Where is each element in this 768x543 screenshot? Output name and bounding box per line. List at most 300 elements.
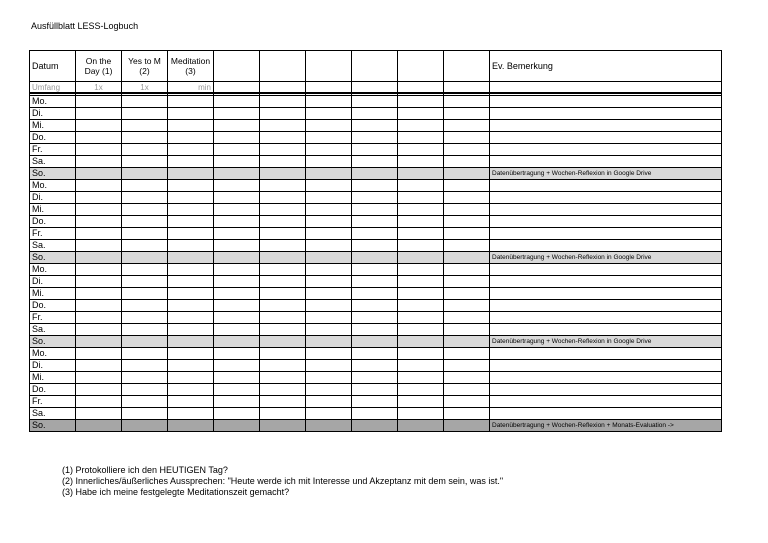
log-cell[interactable]: [122, 276, 168, 288]
log-cell[interactable]: [398, 228, 444, 240]
log-cell[interactable]: [352, 180, 398, 192]
log-cell[interactable]: [122, 300, 168, 312]
remark-cell[interactable]: [490, 288, 722, 300]
remark-cell[interactable]: [490, 300, 722, 312]
log-cell[interactable]: [398, 312, 444, 324]
log-cell[interactable]: [214, 348, 260, 360]
log-cell[interactable]: [168, 420, 214, 432]
log-cell[interactable]: [398, 276, 444, 288]
log-cell[interactable]: [444, 288, 490, 300]
log-cell[interactable]: [398, 336, 444, 348]
log-cell[interactable]: [352, 216, 398, 228]
log-cell[interactable]: [76, 96, 122, 108]
log-cell[interactable]: [398, 204, 444, 216]
log-cell[interactable]: [122, 216, 168, 228]
log-cell[interactable]: [352, 96, 398, 108]
log-cell[interactable]: [214, 180, 260, 192]
log-cell[interactable]: [76, 156, 122, 168]
remark-cell[interactable]: [490, 120, 722, 132]
log-cell[interactable]: [168, 324, 214, 336]
log-cell[interactable]: [260, 312, 306, 324]
log-cell[interactable]: [352, 348, 398, 360]
log-cell[interactable]: [306, 300, 352, 312]
log-cell[interactable]: [122, 396, 168, 408]
log-cell[interactable]: [352, 264, 398, 276]
log-cell[interactable]: [76, 264, 122, 276]
log-cell[interactable]: [398, 348, 444, 360]
remark-cell[interactable]: [490, 156, 722, 168]
log-cell[interactable]: [398, 396, 444, 408]
remark-cell[interactable]: [490, 372, 722, 384]
log-cell[interactable]: [444, 348, 490, 360]
log-cell[interactable]: [444, 300, 490, 312]
log-cell[interactable]: [398, 144, 444, 156]
log-cell[interactable]: [122, 168, 168, 180]
log-cell[interactable]: [122, 252, 168, 264]
log-cell[interactable]: [444, 336, 490, 348]
log-cell[interactable]: [122, 180, 168, 192]
log-cell[interactable]: [76, 228, 122, 240]
log-cell[interactable]: [398, 384, 444, 396]
log-cell[interactable]: [398, 324, 444, 336]
log-cell[interactable]: [398, 180, 444, 192]
log-cell[interactable]: [168, 264, 214, 276]
log-cell[interactable]: [306, 216, 352, 228]
day-row: [30, 300, 722, 312]
log-cell[interactable]: [444, 420, 490, 432]
log-cell[interactable]: [444, 252, 490, 264]
log-cell[interactable]: [352, 408, 398, 420]
log-cell[interactable]: [398, 132, 444, 144]
log-cell[interactable]: [398, 360, 444, 372]
log-cell[interactable]: [122, 420, 168, 432]
log-cell[interactable]: [122, 312, 168, 324]
log-cell[interactable]: [214, 204, 260, 216]
log-cell[interactable]: [306, 228, 352, 240]
remark-cell[interactable]: Datenübertragung + Wochen-Reflexion + Monats-Evaluation ->: [490, 420, 722, 432]
day-row: [30, 216, 722, 228]
log-cell[interactable]: [260, 264, 306, 276]
log-cell[interactable]: [444, 132, 490, 144]
log-cell[interactable]: [444, 360, 490, 372]
log-cell[interactable]: [260, 360, 306, 372]
log-cell[interactable]: [398, 156, 444, 168]
log-cell[interactable]: [352, 132, 398, 144]
log-cell[interactable]: [306, 372, 352, 384]
log-cell[interactable]: [352, 144, 398, 156]
log-cell[interactable]: [352, 192, 398, 204]
remark-cell[interactable]: [490, 240, 722, 252]
log-cell[interactable]: [214, 336, 260, 348]
remark-cell[interactable]: Datenübertragung + Wochen-Reflexion in Google Drive: [490, 252, 722, 264]
log-cell[interactable]: [306, 396, 352, 408]
log-cell[interactable]: [352, 300, 398, 312]
log-cell[interactable]: [260, 132, 306, 144]
log-cell[interactable]: [168, 240, 214, 252]
log-cell[interactable]: [260, 204, 306, 216]
log-cell[interactable]: [352, 372, 398, 384]
log-cell[interactable]: [76, 336, 122, 348]
log-cell[interactable]: [76, 132, 122, 144]
log-cell[interactable]: [352, 108, 398, 120]
remark-cell[interactable]: [490, 228, 722, 240]
log-cell[interactable]: [260, 288, 306, 300]
log-cell[interactable]: [352, 276, 398, 288]
log-cell[interactable]: [398, 240, 444, 252]
remark-cell[interactable]: [490, 324, 722, 336]
log-cell[interactable]: [122, 192, 168, 204]
log-cell[interactable]: [260, 396, 306, 408]
log-cell[interactable]: [214, 252, 260, 264]
log-cell[interactable]: [306, 288, 352, 300]
log-cell[interactable]: [122, 132, 168, 144]
log-cell[interactable]: [76, 168, 122, 180]
log-cell[interactable]: [168, 96, 214, 108]
log-cell[interactable]: [444, 204, 490, 216]
log-cell[interactable]: [214, 144, 260, 156]
log-cell[interactable]: [214, 264, 260, 276]
log-cell[interactable]: [306, 108, 352, 120]
log-cell[interactable]: [444, 396, 490, 408]
remark-cell[interactable]: [490, 216, 722, 228]
log-cell[interactable]: [122, 324, 168, 336]
log-cell[interactable]: [444, 276, 490, 288]
log-cell[interactable]: [352, 252, 398, 264]
log-cell[interactable]: [260, 420, 306, 432]
log-cell[interactable]: [260, 240, 306, 252]
log-cell[interactable]: [260, 372, 306, 384]
log-cell[interactable]: [168, 336, 214, 348]
log-cell[interactable]: [444, 156, 490, 168]
log-cell[interactable]: [122, 228, 168, 240]
log-cell[interactable]: [306, 180, 352, 192]
log-cell[interactable]: [168, 216, 214, 228]
log-cell[interactable]: [352, 396, 398, 408]
log-cell[interactable]: [76, 408, 122, 420]
log-cell[interactable]: [352, 312, 398, 324]
log-cell[interactable]: [76, 192, 122, 204]
log-cell[interactable]: [214, 360, 260, 372]
log-cell[interactable]: [306, 312, 352, 324]
log-cell[interactable]: [444, 168, 490, 180]
log-cell[interactable]: [352, 120, 398, 132]
log-cell[interactable]: [352, 360, 398, 372]
log-cell[interactable]: [398, 108, 444, 120]
log-cell[interactable]: [398, 264, 444, 276]
log-cell[interactable]: [260, 192, 306, 204]
log-cell[interactable]: [260, 384, 306, 396]
log-cell[interactable]: [214, 168, 260, 180]
log-cell[interactable]: [444, 108, 490, 120]
log-cell[interactable]: [122, 96, 168, 108]
day-row: [30, 204, 722, 216]
log-cell[interactable]: [444, 192, 490, 204]
log-cell[interactable]: [306, 336, 352, 348]
day-label: Sa.: [30, 240, 76, 252]
log-cell[interactable]: [214, 156, 260, 168]
log-cell[interactable]: [352, 204, 398, 216]
log-cell[interactable]: [76, 384, 122, 396]
log-cell[interactable]: [168, 276, 214, 288]
day-label: Fr.: [30, 144, 76, 156]
log-cell[interactable]: [260, 324, 306, 336]
day-label: So.: [30, 168, 76, 180]
log-cell[interactable]: [306, 144, 352, 156]
log-cell[interactable]: [444, 384, 490, 396]
log-cell[interactable]: [76, 396, 122, 408]
log-cell[interactable]: [444, 372, 490, 384]
log-cell[interactable]: [260, 348, 306, 360]
header-blank: [214, 51, 260, 82]
log-cell[interactable]: [76, 312, 122, 324]
log-cell[interactable]: [168, 144, 214, 156]
log-cell[interactable]: [214, 384, 260, 396]
header-on-the-day: On the Day (1): [76, 51, 122, 82]
log-cell[interactable]: [398, 288, 444, 300]
log-cell[interactable]: [214, 288, 260, 300]
log-cell[interactable]: [168, 312, 214, 324]
log-cell[interactable]: [76, 204, 122, 216]
log-cell[interactable]: [76, 120, 122, 132]
remark-cell[interactable]: [490, 144, 722, 156]
log-cell[interactable]: [122, 384, 168, 396]
log-cell[interactable]: [214, 300, 260, 312]
log-cell[interactable]: [122, 240, 168, 252]
log-cell[interactable]: [352, 168, 398, 180]
log-cell[interactable]: [168, 348, 214, 360]
log-cell[interactable]: [168, 228, 214, 240]
log-cell[interactable]: [76, 252, 122, 264]
log-cell[interactable]: [168, 120, 214, 132]
log-cell[interactable]: [168, 372, 214, 384]
log-cell[interactable]: [306, 420, 352, 432]
day-row: [30, 156, 722, 168]
log-cell[interactable]: [444, 120, 490, 132]
log-cell[interactable]: [122, 372, 168, 384]
log-cell[interactable]: [168, 396, 214, 408]
log-cell[interactable]: [306, 360, 352, 372]
log-cell[interactable]: [352, 228, 398, 240]
log-cell[interactable]: [306, 156, 352, 168]
log-cell[interactable]: [76, 180, 122, 192]
log-cell[interactable]: [168, 360, 214, 372]
log-cell[interactable]: [260, 156, 306, 168]
log-cell[interactable]: [76, 360, 122, 372]
log-cell[interactable]: [398, 216, 444, 228]
log-cell[interactable]: [214, 408, 260, 420]
log-cell[interactable]: [306, 348, 352, 360]
remark-cell[interactable]: Datenübertragung + Wochen-Reflexion in Google Drive: [490, 336, 722, 348]
log-cell[interactable]: [122, 408, 168, 420]
remark-cell[interactable]: [490, 180, 722, 192]
day-label: So.: [30, 420, 76, 432]
remark-cell[interactable]: Datenübertragung + Wochen-Reflexion in Google Drive: [490, 168, 722, 180]
log-cell[interactable]: [168, 204, 214, 216]
remark-cell[interactable]: [490, 312, 722, 324]
log-cell[interactable]: [168, 168, 214, 180]
log-cell[interactable]: [260, 96, 306, 108]
log-cell[interactable]: [168, 192, 214, 204]
log-cell[interactable]: [260, 276, 306, 288]
day-row: [30, 384, 722, 396]
remark-cell[interactable]: [490, 276, 722, 288]
remark-cell[interactable]: [490, 348, 722, 360]
log-cell[interactable]: [214, 192, 260, 204]
log-cell[interactable]: [306, 408, 352, 420]
log-cell[interactable]: [214, 108, 260, 120]
log-cell[interactable]: [306, 264, 352, 276]
log-cell[interactable]: [260, 336, 306, 348]
remark-cell[interactable]: [490, 192, 722, 204]
log-cell[interactable]: [398, 120, 444, 132]
log-cell[interactable]: [444, 324, 490, 336]
log-cell[interactable]: [76, 348, 122, 360]
log-cell[interactable]: [122, 108, 168, 120]
log-cell[interactable]: [76, 240, 122, 252]
header-row: [30, 51, 722, 82]
log-cell[interactable]: [76, 372, 122, 384]
log-cell[interactable]: [306, 192, 352, 204]
log-cell[interactable]: [214, 276, 260, 288]
log-cell[interactable]: [444, 144, 490, 156]
log-cell[interactable]: [122, 156, 168, 168]
log-cell[interactable]: [168, 132, 214, 144]
log-cell[interactable]: [260, 252, 306, 264]
log-cell[interactable]: [122, 144, 168, 156]
log-cell[interactable]: [352, 336, 398, 348]
log-cell[interactable]: [168, 288, 214, 300]
day-label: Fr.: [30, 396, 76, 408]
log-cell[interactable]: [260, 216, 306, 228]
remark-cell[interactable]: [490, 384, 722, 396]
log-cell[interactable]: [76, 216, 122, 228]
log-cell[interactable]: [306, 276, 352, 288]
log-cell[interactable]: [398, 192, 444, 204]
log-cell[interactable]: [122, 348, 168, 360]
log-cell[interactable]: [398, 408, 444, 420]
log-cell[interactable]: [444, 264, 490, 276]
log-cell[interactable]: [76, 420, 122, 432]
log-cell[interactable]: [260, 120, 306, 132]
log-cell[interactable]: [214, 240, 260, 252]
log-cell[interactable]: [352, 384, 398, 396]
remark-cell[interactable]: [490, 132, 722, 144]
log-cell[interactable]: [76, 300, 122, 312]
log-cell[interactable]: [168, 300, 214, 312]
log-cell[interactable]: [444, 312, 490, 324]
remark-cell[interactable]: [490, 96, 722, 108]
log-cell[interactable]: [306, 204, 352, 216]
log-cell[interactable]: [168, 408, 214, 420]
log-cell[interactable]: [306, 132, 352, 144]
log-cell[interactable]: [76, 108, 122, 120]
remark-cell[interactable]: [490, 204, 722, 216]
log-cell[interactable]: [214, 96, 260, 108]
log-cell[interactable]: [260, 108, 306, 120]
log-cell[interactable]: [260, 300, 306, 312]
log-cell[interactable]: [214, 216, 260, 228]
log-cell[interactable]: [260, 144, 306, 156]
log-cell[interactable]: [76, 324, 122, 336]
log-cell[interactable]: [398, 252, 444, 264]
log-cell[interactable]: [168, 252, 214, 264]
log-cell[interactable]: [214, 372, 260, 384]
log-cell[interactable]: [168, 156, 214, 168]
day-row: [30, 108, 722, 120]
log-cell[interactable]: [444, 96, 490, 108]
log-cell[interactable]: [398, 96, 444, 108]
remark-cell[interactable]: [490, 360, 722, 372]
remark-cell[interactable]: [490, 264, 722, 276]
log-cell[interactable]: [260, 408, 306, 420]
header-yes-to-m: Yes to M (2): [122, 51, 168, 82]
log-cell[interactable]: [122, 204, 168, 216]
log-cell[interactable]: [122, 288, 168, 300]
log-cell[interactable]: [306, 252, 352, 264]
log-cell[interactable]: [168, 108, 214, 120]
log-cell[interactable]: [122, 264, 168, 276]
log-cell[interactable]: [352, 240, 398, 252]
log-cell[interactable]: [214, 228, 260, 240]
log-cell[interactable]: [306, 324, 352, 336]
log-cell[interactable]: [214, 312, 260, 324]
log-cell[interactable]: [352, 156, 398, 168]
log-cell[interactable]: [306, 120, 352, 132]
log-cell[interactable]: [444, 408, 490, 420]
log-cell[interactable]: [122, 360, 168, 372]
remark-cell[interactable]: [490, 408, 722, 420]
log-cell[interactable]: [76, 288, 122, 300]
log-cell[interactable]: [260, 180, 306, 192]
log-cell[interactable]: [352, 420, 398, 432]
umfang-row: [30, 82, 722, 94]
log-cell[interactable]: [398, 420, 444, 432]
log-cell[interactable]: [122, 120, 168, 132]
log-cell[interactable]: [398, 168, 444, 180]
log-cell[interactable]: [306, 384, 352, 396]
log-cell[interactable]: [214, 396, 260, 408]
log-cell[interactable]: [444, 180, 490, 192]
day-row: [30, 372, 722, 384]
day-row: [30, 360, 722, 372]
log-cell[interactable]: [352, 288, 398, 300]
log-cell[interactable]: [444, 240, 490, 252]
log-cell[interactable]: [306, 240, 352, 252]
day-row: [30, 264, 722, 276]
log-cell[interactable]: [122, 336, 168, 348]
log-cell[interactable]: [76, 276, 122, 288]
log-cell[interactable]: [260, 228, 306, 240]
log-cell[interactable]: [76, 144, 122, 156]
log-cell[interactable]: [214, 420, 260, 432]
log-cell[interactable]: [306, 168, 352, 180]
log-cell[interactable]: [260, 168, 306, 180]
log-cell[interactable]: [444, 216, 490, 228]
sunday-row: [30, 252, 722, 264]
log-cell[interactable]: [398, 300, 444, 312]
log-cell[interactable]: [168, 180, 214, 192]
log-cell[interactable]: [444, 228, 490, 240]
remark-cell[interactable]: [490, 108, 722, 120]
log-cell[interactable]: [306, 96, 352, 108]
log-cell[interactable]: [214, 120, 260, 132]
log-cell[interactable]: [214, 324, 260, 336]
remark-cell[interactable]: [490, 396, 722, 408]
log-cell[interactable]: [214, 132, 260, 144]
log-cell[interactable]: [352, 324, 398, 336]
log-cell[interactable]: [398, 372, 444, 384]
log-cell[interactable]: [168, 384, 214, 396]
